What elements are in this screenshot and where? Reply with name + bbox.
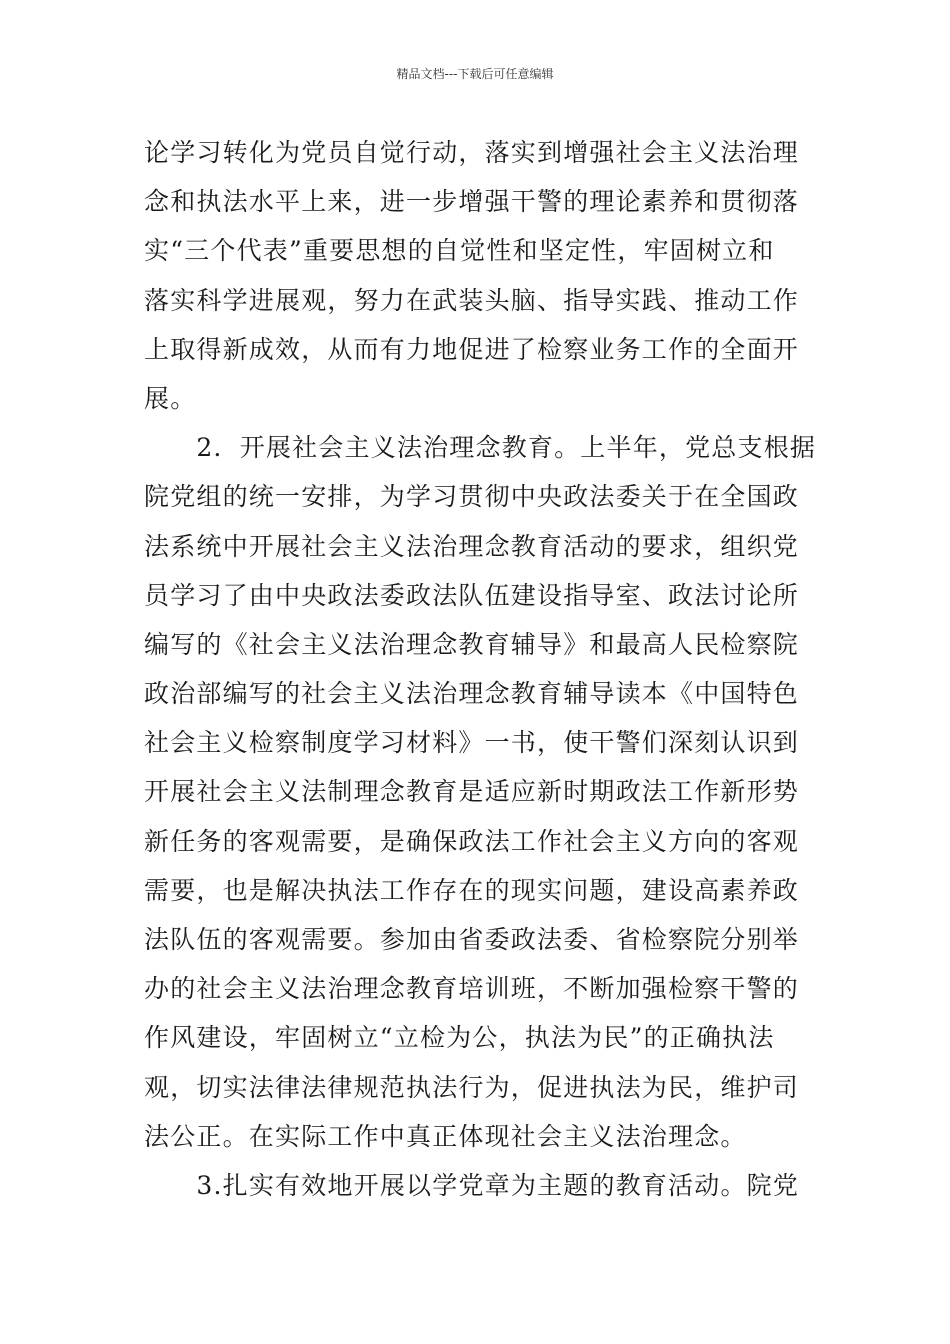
text-line: 落实科学进展观，努力在武装头脑、指导实践、推动工作 [144, 285, 800, 315]
text-line: 员学习了由中央政法委政法队伍建设指导室、政法讨论所 [144, 580, 800, 610]
text-line: 编写的《社会主义法治理念教育辅导》和最高人民检察院 [144, 629, 800, 659]
text-line: 新任务的客观需要，是确保政法工作社会主义方向的客观 [144, 826, 800, 856]
text-line: 实“三个代表”重要思想的自觉性和坚定性，牢固树立和 [144, 236, 775, 266]
text-line: 法队伍的客观需要。参加由省委政法委、省检察院分别举 [144, 925, 800, 954]
text-line: 作风建设，牢固树立“立检为公，执法为民”的正确执法 [144, 1023, 775, 1053]
text-line: 社会主义检察制度学习材料》一书，使干警们深刻认识到 [144, 728, 800, 758]
text-line: 开展社会主义法制理念教育是适应新时期政法工作新形势 [144, 777, 800, 807]
text-line: 展。 [144, 383, 197, 413]
text-line: 政治部编写的社会主义法治理念教育辅导读本《中国特色 [144, 679, 800, 709]
text-line: 法系统中开展社会主义法治理念教育活动的要求，组织党 [144, 531, 800, 561]
text-line: 需要，也是解决执法工作存在的现实问题，建设高素养政 [144, 875, 800, 905]
text-line: 办的社会主义法治理念教育培训班，不断加强检察干警的 [144, 974, 800, 1004]
text-line: 念和执法水平上来，进一步增强干警的理论素养和贯彻落 [144, 187, 800, 217]
page-header: 精品文档---下载后可任意编辑 [396, 67, 554, 81]
text-line: 观，切实法律法律规范执法行为，促进执法为民，维护司 [144, 1072, 800, 1102]
text-line: 院党组的统一安排，为学习贯彻中央政法委关于在全国政 [144, 482, 800, 512]
text-line: 2．开展社会主义法治理念教育。上半年，党总支根据 [144, 433, 817, 463]
text-line: 法公正。在实际工作中真正体现社会主义法治理念。 [144, 1121, 747, 1151]
document-body [144, 128, 817, 1210]
text-line: 论学习转化为党员自觉行动，落实到增强社会主义法治理 [144, 138, 800, 167]
text-line: 3.扎实有效地开展以学党章为主题的教育活动。院党 [144, 1170, 800, 1200]
text-line: 上取得新成效，从而有力地促进了检察业务工作的全面开 [144, 334, 800, 364]
